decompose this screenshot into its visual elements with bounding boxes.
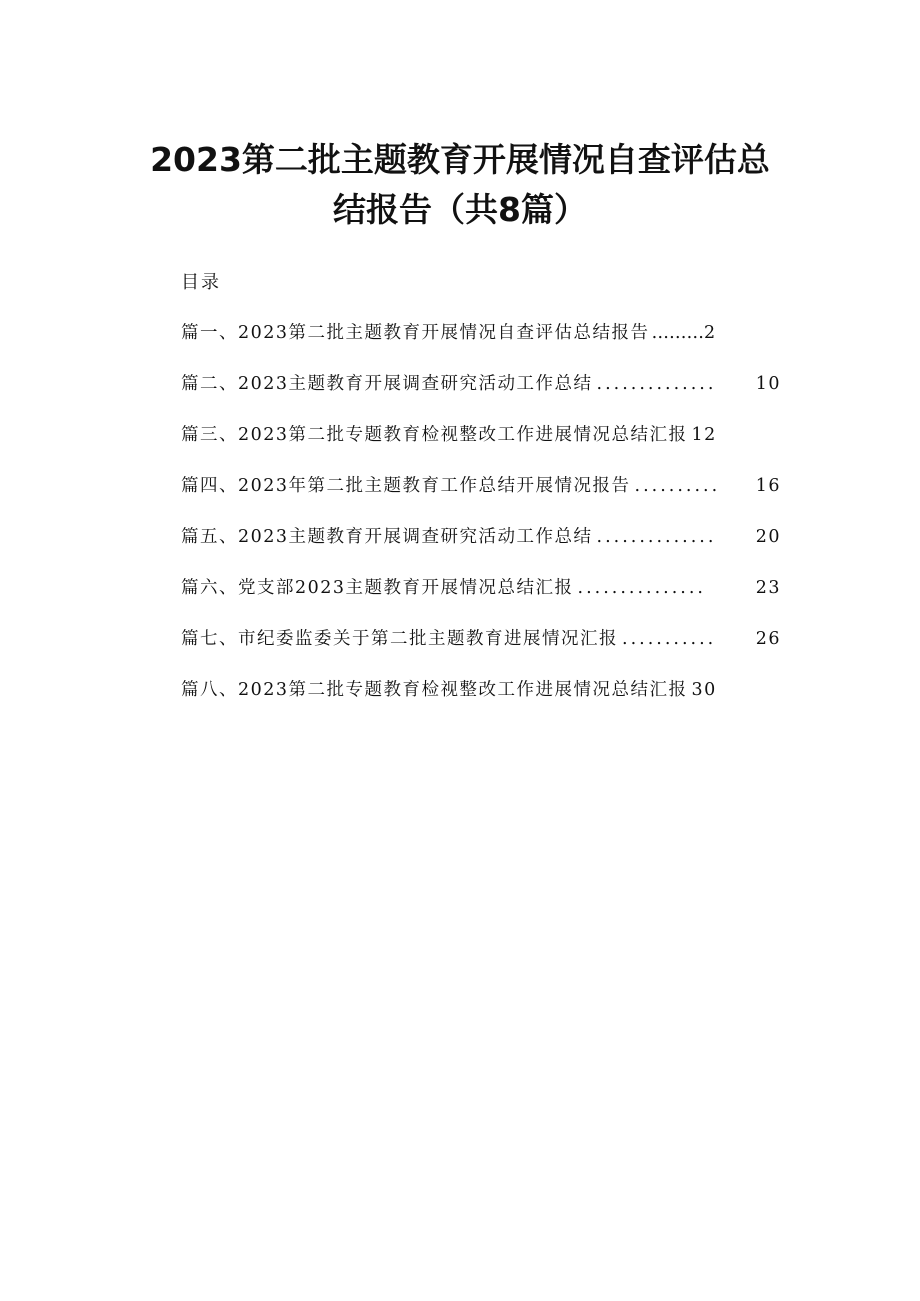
toc-entry-title: 篇六、党支部2023主题教育开展情况总结汇报	[181, 578, 574, 598]
toc-page-number: 26	[755, 629, 781, 649]
toc-page-number: 30	[691, 680, 717, 700]
toc-entry-title: 篇二、2023主题教育开展调查研究活动工作总结	[181, 374, 593, 394]
toc-entry-2	[181, 371, 781, 422]
toc-heading: 目录	[181, 272, 221, 293]
toc-leader-dots: ..........	[634, 476, 721, 496]
table-of-contents	[181, 320, 781, 728]
toc-leader-dots: ..............	[596, 374, 717, 394]
toc-page-number: 10	[755, 374, 781, 394]
document-title	[150, 138, 770, 232]
toc-leader-dots: ..............	[596, 527, 717, 547]
title-line-1: 2023第二批主题教育开展情况自查评估总	[150, 140, 770, 179]
toc-entry-6	[181, 575, 781, 626]
toc-page-number: 20	[755, 527, 781, 547]
toc-entry-3	[181, 422, 781, 473]
toc-entry-title: 篇四、2023年第二批主题教育工作总结开展情况报告	[181, 476, 631, 496]
toc-page-number: 12	[691, 425, 717, 445]
toc-page-number: 23	[755, 578, 781, 598]
toc-page-number: 16	[755, 476, 781, 496]
toc-entry-8	[181, 677, 781, 728]
title-line-2: 结报告（共8篇）	[333, 190, 587, 229]
toc-entry-title: 篇一、2023第二批主题教育开展情况自查评估总结报告	[181, 323, 650, 343]
toc-entry-title: 篇七、市纪委监委关于第二批主题教育进展情况汇报	[181, 629, 618, 649]
toc-leader-dots: ………	[651, 323, 705, 343]
toc-entry-title: 篇三、2023第二批专题教育检视整改工作进展情况总结汇报	[181, 425, 688, 445]
toc-entry-7	[181, 626, 781, 677]
toc-leader-dots: ...........	[622, 629, 717, 649]
toc-page-number: 2	[704, 323, 717, 343]
toc-entry-title: 篇八、2023第二批专题教育检视整改工作进展情况总结汇报	[181, 680, 688, 700]
toc-leader-dots: ...............	[577, 578, 706, 598]
toc-entry-4	[181, 473, 781, 524]
toc-entry-title: 篇五、2023主题教育开展调查研究活动工作总结	[181, 527, 593, 547]
toc-entry-1	[181, 320, 781, 371]
toc-entry-5	[181, 524, 781, 575]
